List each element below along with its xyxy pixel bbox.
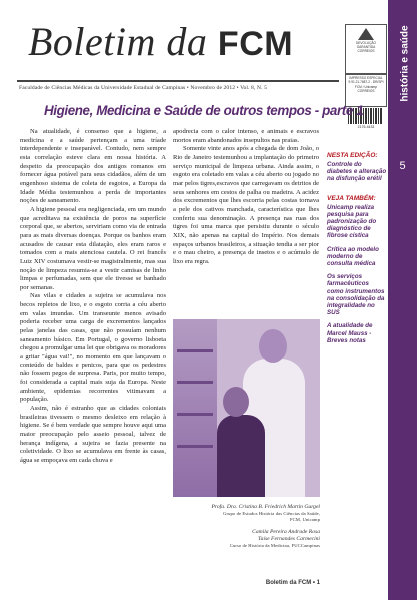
contents-item[interactable]: Crítica ao modelo moderno de consulta médica	[327, 245, 379, 268]
masthead-title-prefix: Boletim da	[28, 19, 218, 64]
photo-shelf	[177, 413, 213, 416]
postal-permit-line2: 9.91.21.7687-2 - DR/SPI	[348, 80, 384, 85]
article-paragraph: Somente vinte anos após a chegada de dom João, o Rio de Janeiro testemunhou a implantação do primeiro serviço municipal de limpeza urbana. Ainda assim, o esgoto era coletado em valas a céu aberto ou jogado no mar pelos tigres,escravos que carregavam os detritos de seus senhores em cestos de palha ou madeira. A acidez dos excrementos que lhes escorria pelas costas tornava a pele dos cativos manchada, característica que lhes conferiu sua denominação. A presença nas ruas dos tigres foi uma marca que persistiu durante o século XIX, não apenas na capital do Império. Nos demais espaços urbanos brasileiros, a situação tendia a ser pior e o mau cheiro, a presença de insetos e o acúmulo de lixo era regra.	[173, 145, 319, 265]
photo-shelf	[177, 445, 213, 448]
article-column-2	[173, 128, 319, 267]
contents-item[interactable]: Unicamp realiza pesquisa para padronização do diagnóstico de fibrose cística	[327, 203, 377, 240]
postal-permit-line1: IMPRESSO ESPECIAL	[349, 76, 383, 80]
section-strip	[388, 0, 417, 600]
contents-item[interactable]: A atualidade de Marcel Mauss - Breves notas	[327, 322, 373, 344]
contents-item[interactable]: Os serviços farmacêuticos como instrumentos na consolidação da integralidade no SUS	[327, 273, 385, 317]
author-name: Camila Pereira Andrade Rosa	[252, 529, 320, 535]
contents-sidebar	[327, 152, 387, 350]
section-page-number: 5	[399, 160, 406, 172]
postal-triangle-icon	[358, 28, 374, 40]
article-headline: Higiene, Medicina e Saúde de outros tempos - parte 1	[44, 103, 364, 118]
photo-shelf	[177, 381, 213, 384]
article-column-1	[20, 128, 166, 466]
article-paragraph: A higiene pessoal era negligenciada, em um mundo que acreditava na existência de poros na superfície corporal que, se abertos, serviriam como via de entrada para as mais diversas doenças. Porque os banhos eram acusados de causar esta dilatação, eles eram raros e tomados com a mais atenciosa cautela. O rei francês Luiz XIV costumava vestir-se magistralmente, mas sua noção de limpeza resumia-se a vestir camisas de linho limpas e perfumadas, sem que ele tivesse se banhado por semanas.	[20, 205, 166, 291]
masthead-subtitle: Faculdade de Ciências Médicas da Universidade Estadual de Campinas • Novembro de 2012 • Vol. 8, N. 5	[19, 85, 267, 91]
author-credits	[173, 504, 320, 549]
article-paragraph: apodrecia com o calor intenso, e animais e escravos mortos eram abandonados insepultos nas praias.	[173, 128, 319, 144]
postal-permit-line3: FCM / Unicamp	[354, 84, 378, 89]
photo-shelves	[173, 319, 217, 497]
photo-patient	[217, 415, 265, 497]
photo-doctor-head	[259, 329, 287, 363]
author-name: Profa. Dra. Cristina B. Friedrich Martin Gurgel	[211, 504, 320, 510]
section-title: história e saúde	[399, 25, 411, 102]
author-name: Taíse Fernandes Carmecini	[258, 536, 320, 542]
postal-return-line2: GARANTIDA	[356, 45, 376, 49]
masthead-rule	[17, 80, 339, 82]
photo-patient-head	[223, 387, 249, 417]
author-affiliation: Grupo de Estudos História das Ciências da Saúde,	[223, 511, 320, 516]
author-affiliation: Curso de História da Medicina, FUCCampinas	[229, 543, 320, 548]
article-paragraph: Nas vilas e cidades a sujeira se acumulava nos becos repletos de lixo, e o esgoto corria a céu aberto em valas imundas. Um transeunte menos avisado poderia receber uma carga de excrementos lançados pelas janelas das casas, que não possuíam nenhum saneamento básico. Em Portugal, o governo lisboeta chegou a promulgar uma lei que obrigava os moradores a gritar "água vai!", no momento em que lançavam o conteúdo de baldes e penicos, para que os pedestres não fossem pegos de surpresa. Paris, por muito tempo, foi considerada a capital mais suja da Europa. Neste ambiente, epidemias recorrentes vitimavam a população.	[20, 292, 166, 404]
article-photo	[173, 319, 320, 497]
nesta-edicao-label: NESTA EDIÇÃO:	[327, 152, 378, 159]
postal-return-line1: DEVOLUÇÃO	[355, 41, 376, 45]
page-footer: Boletim da FCM • 1	[265, 580, 320, 586]
postal-return-box	[345, 24, 387, 74]
contents-item[interactable]: Controle do diabetes e alteração na disfunção erétil	[327, 161, 387, 183]
postal-return-line3: CORREIOS	[357, 49, 375, 53]
veja-tambem-label: VEJA TAMBÉM:	[327, 194, 376, 202]
article-paragraph: Assim, não é estranho que as cidades coloniais brasileiras tivessem o mesmo desleixo em relação à higiene. Se é bem verdade que sempre houve aqui uma maior preocupação pelo asseio pessoal, talvez de herança indígena, a sujeira se fazia presente na coletividade. O lixo se acumulava em frente às casas, água se empoçava em cada chuva e	[20, 405, 166, 464]
author-affiliation: FCM, Unicamp	[289, 517, 320, 522]
article-paragraph: Na atualidade, é consenso que a higiene, a medicina e a saúde pertençam a uma tríade interdependente e inseparável. Contudo, nem sempre esta correlação esteve clara em nossa história. A despeito da preocupação dos antigos romanos em fornecer água potável para seus cidadãos, além de um engenhoso sistema de coleta de esgotos, a Europa da Idade Média testemunhou a perda de importantes noções de saneamento.	[20, 128, 166, 205]
photo-shelf	[177, 349, 213, 352]
barcode-number: 2176-4433	[357, 125, 375, 129]
masthead-title-fcm: FCM	[217, 25, 294, 63]
masthead-title	[28, 18, 293, 65]
postal-permit-line4: CORREIOS	[357, 89, 375, 94]
